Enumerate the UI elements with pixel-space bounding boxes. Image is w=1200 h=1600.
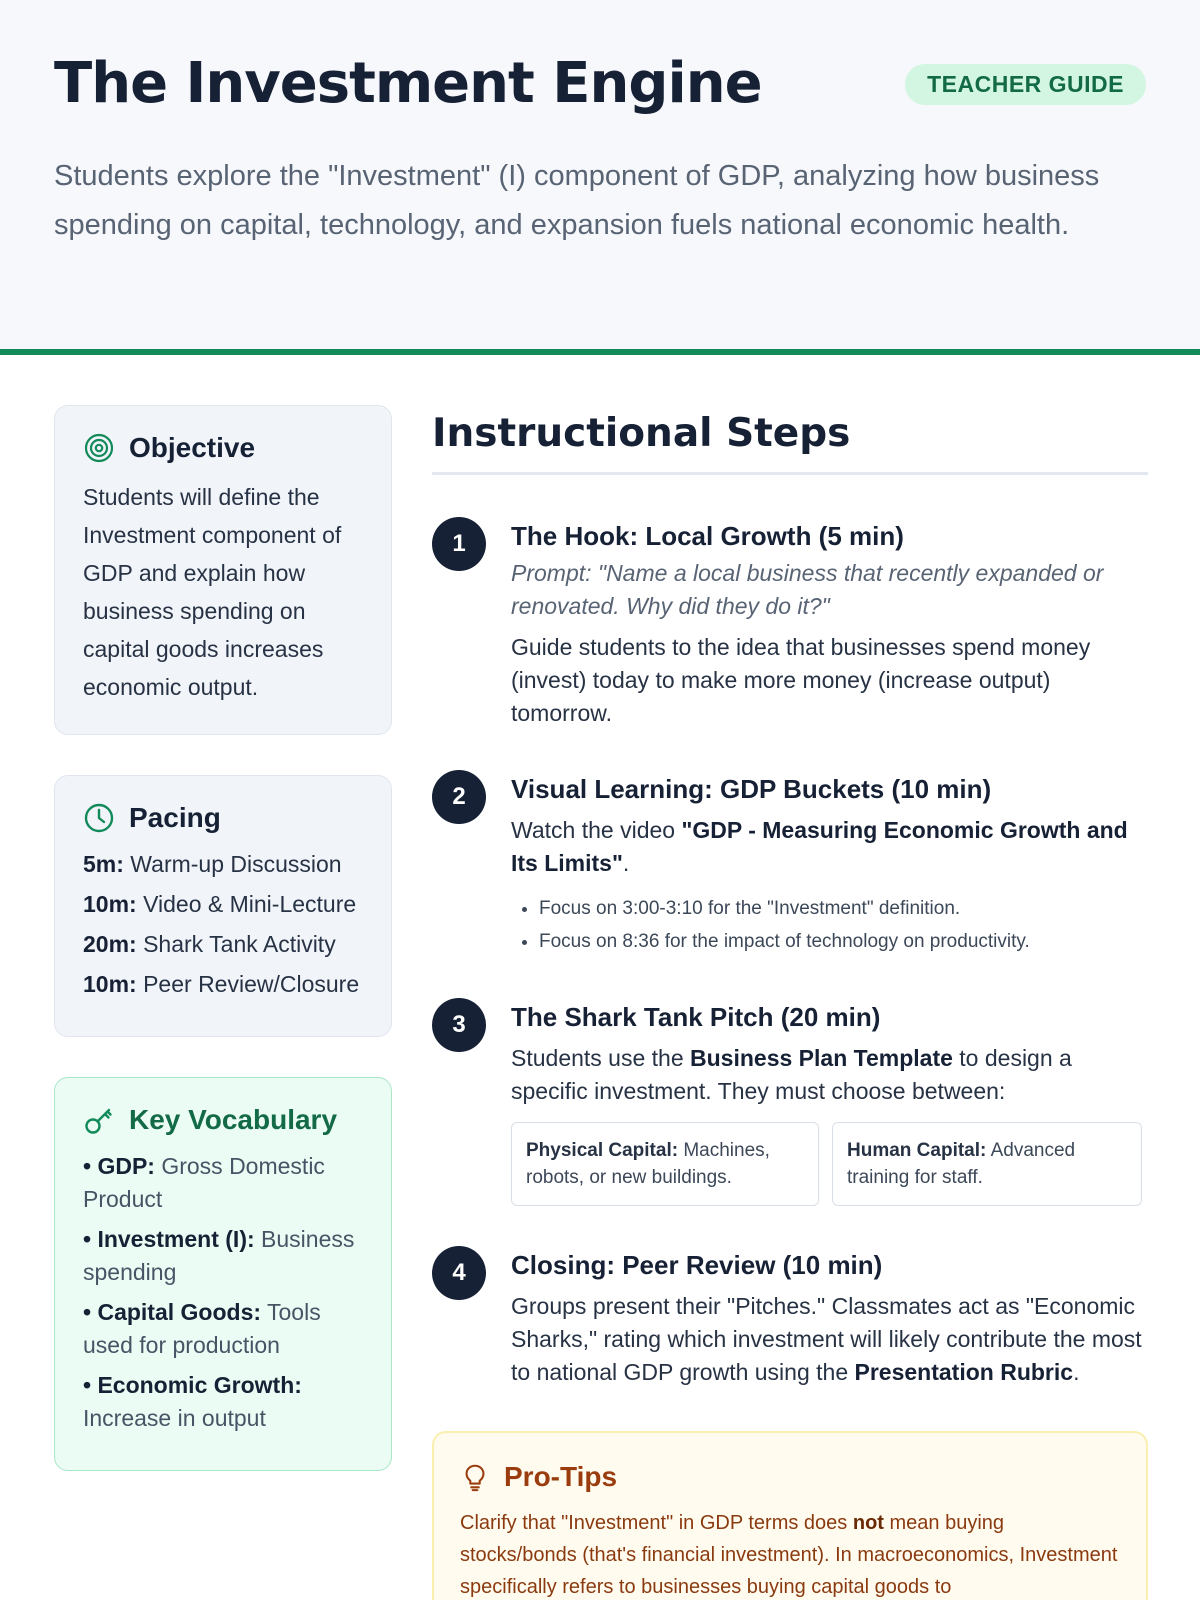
pacing-header [83,802,365,834]
step-number: 1 [432,517,486,571]
pacing-time: 10m: [83,891,137,917]
step-text-post: to design a specific investment. They must choose between: [511,1045,1072,1104]
presentation-rubric: Presentation Rubric [854,1359,1074,1385]
pro-tips-header [460,1461,1120,1493]
step-text-pre: Students use the [511,1045,691,1071]
video-focus-list [511,892,1148,958]
step-text-post: . [622,850,630,876]
step-text [511,814,1148,880]
step-text [511,1290,1148,1389]
pacing-label: Warm-up Discussion [130,851,342,877]
objective-card [54,405,392,735]
pacing-item [83,928,365,961]
objective-header [83,432,365,464]
lightbulb-icon [460,1462,490,1492]
clock-icon [83,802,115,834]
pro-tips-title: Pro-Tips [504,1461,618,1492]
step-number: 3 [432,998,486,1052]
step-text-pre: Watch the video [511,817,682,843]
instructional-steps-section [432,405,1148,1600]
vocabulary-definition: Increase in output [83,1405,266,1431]
step-4 [432,1246,1148,1389]
pacing-item [83,848,365,881]
step-title: Visual Learning: GDP Buckets (10 min) [511,774,992,804]
vocabulary-title: Key Vocabulary [129,1104,338,1135]
vocabulary-item: • Investment (I): Business spending [83,1226,355,1285]
vocabulary-definition: Gross Domestic Product [83,1153,325,1212]
step-text: Guide students to the idea that businesses spend money (invest) today to make more money (increase output) tomorrow. [511,634,1091,726]
page-title: The Investment Engine [54,51,762,116]
step-title: The Hook: Local Growth (5 min) [511,521,904,551]
vocabulary-term: Capital Goods: [97,1299,262,1325]
vocabulary-item: • Economic Growth: Increase in output [83,1372,302,1431]
tips-emphasis: not [852,1512,884,1534]
choice-label: Human Capital: [847,1140,987,1161]
vocabulary-card [54,1077,392,1471]
target-icon [83,432,115,464]
sidebar [54,405,392,1600]
step-prompt: Prompt: "Name a local business that recently expanded or renovated. Why did they do it?" [511,560,1104,619]
human-capital-option [832,1122,1142,1206]
choice-text: Advanced training for staff. [847,1140,1076,1188]
step-text-post: . [1073,1359,1080,1385]
list-item: • Focus on 8:36 for the impact of technology on productivity. [539,925,1148,958]
business-plan-template: Business Plan Template [690,1045,953,1071]
pacing-label: Video & Mini-Lecture [143,891,357,917]
step-number: 2 [432,770,486,824]
teacher-guide-badge: TEACHER GUIDE [905,64,1146,105]
step-title: The Shark Tank Pitch (20 min) [511,1002,881,1032]
pro-tips-card [432,1431,1148,1600]
page-header [0,0,1200,355]
key-icon [83,1104,115,1136]
step-text [511,1042,1148,1108]
pacing-title: Pacing [129,802,221,833]
step-body [511,1246,1148,1389]
list-item: • Focus on 3:00-3:10 for the "Investment" definition. [539,892,1148,925]
title-row [54,48,1146,120]
tips-text-post: mean buying stocks/bonds (that's financial investment). In macroeconomics, Investment specifically refers to businesses buying capital goods to [460,1512,1118,1598]
video-title: "GDP - Measuring Economic Growth and Its Limits" [511,817,1128,876]
pacing-item [83,888,365,921]
step-2 [432,770,1148,958]
physical-capital-option [511,1122,819,1206]
step-body [511,770,1148,958]
vocabulary-definition: Tools used for production [83,1299,321,1358]
vocabulary-term: Investment (I): [97,1226,255,1252]
vocabulary-item: • Capital Goods: Tools used for production [83,1299,321,1358]
pacing-time: 20m: [83,931,137,957]
page-content [0,355,1200,1600]
pacing-card [54,775,392,1037]
capital-choices [511,1122,1148,1206]
steps-heading: Instructional Steps [432,411,1148,475]
step-text-pre: Groups present their "Pitches." Classmates act as "Economic Sharks," rating which investment will likely contribute the most to national GDP growth using the [511,1293,1142,1385]
step-title: Closing: Peer Review (10 min) [511,1250,883,1280]
pro-tips-text [460,1507,1120,1600]
vocabulary-item: • GDP: Gross Domestic Product [83,1153,325,1212]
step-number: 4 [432,1246,486,1300]
pacing-label: Peer Review/Closure [143,971,360,997]
vocabulary-term: Economic Growth: [97,1372,302,1398]
lesson-intro: Students explore the "Investment" (I) component of GDP, analyzing how business spending on capital, technology, and expansion fuels national economic health. [54,160,1100,241]
choice-label: Physical Capital: [526,1140,679,1161]
pacing-label: Shark Tank Activity [143,931,336,957]
step-body [511,998,1148,1206]
objective-title: Objective [129,432,256,463]
vocabulary-term: GDP: [97,1153,155,1179]
step-body [511,517,1148,730]
step-1 [432,517,1148,730]
tips-text-pre: Clarify that "Investment" in GDP terms does [460,1512,853,1534]
pacing-item [83,968,365,1001]
objective-text: Students will define the Investment component of GDP and explain how business spending on capital goods increases economic output. [83,484,342,700]
step-3 [432,998,1148,1206]
pacing-time: 10m: [83,971,137,997]
vocabulary-header [83,1104,365,1136]
pacing-time: 5m: [83,851,124,877]
choice-text: Machines, robots, or new buildings. [526,1140,770,1188]
vocabulary-definition: Business spending [83,1226,355,1285]
